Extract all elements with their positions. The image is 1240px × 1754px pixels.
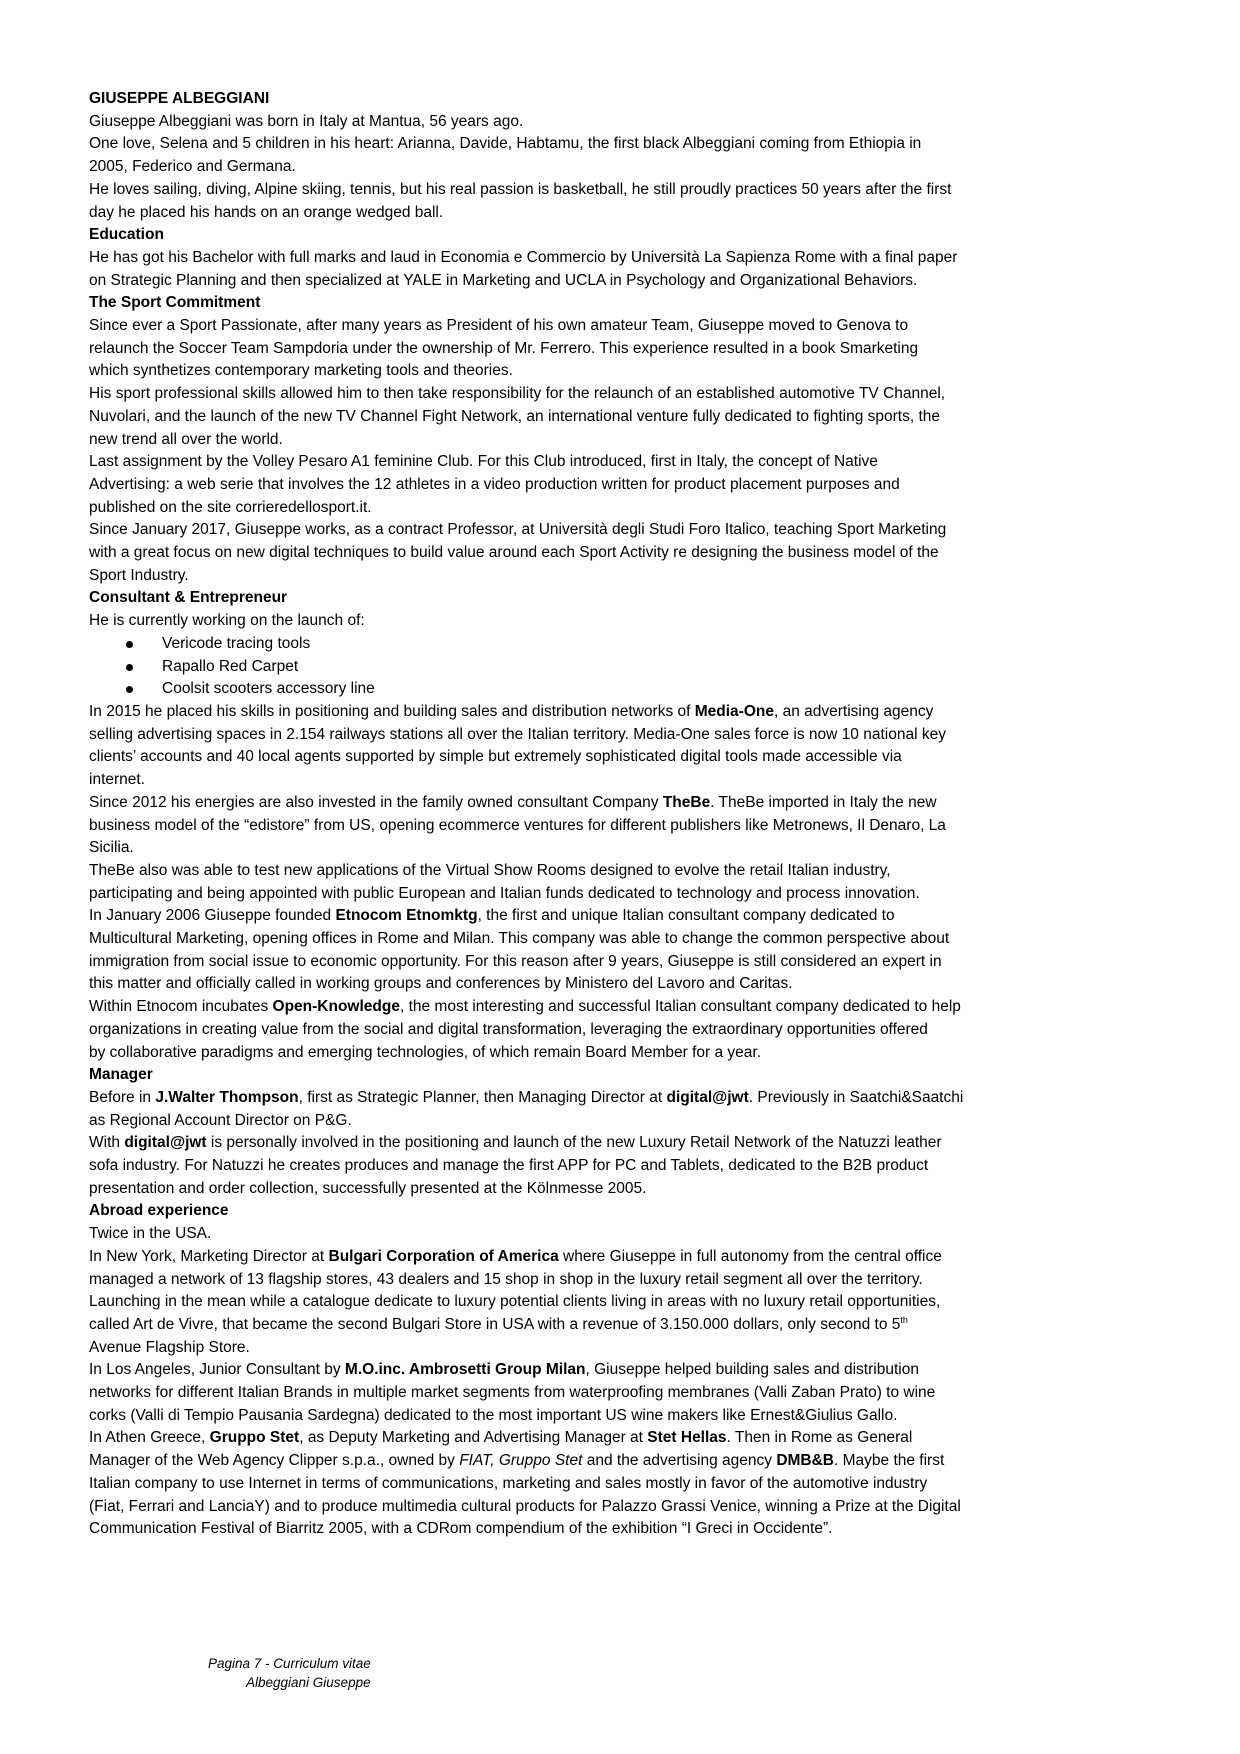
- text-segment: . Previously in Saatchi&Saatchi: [748, 1088, 964, 1106]
- text-line: [89, 1155, 1079, 1178]
- text-line: He is currently working on the launch of:: [89, 612, 365, 630]
- list-item-label: Rapallo Red Carpet: [162, 657, 299, 675]
- bold-text: Manager: [89, 1066, 153, 1084]
- text-line: He loves sailing, diving, Alpine skiing, tennis, but his real passion is basketball, he still proudly practices 50 years after the first: [89, 180, 952, 198]
- text-segment: participating and being appointed with public European and Italian funds dedicated to technology and process innovation.: [89, 884, 920, 902]
- text-line: Giuseppe Albeggiani was born in Italy at Mantua, 56 years ago.: [89, 112, 524, 130]
- text-line: [89, 973, 1079, 996]
- text-line: day he placed his hands on an orange wedged ball.: [89, 203, 444, 221]
- text-line: [89, 1427, 1079, 1450]
- section-heading: The Sport Commitment: [89, 294, 261, 312]
- text-segment: Avenue Flagship Store.: [89, 1338, 250, 1356]
- text-segment: Multicultural Marketing, opening offices in Rome and Milan. This company was able to change the common perspective about: [89, 930, 950, 948]
- text-segment: is personally involved in the positioning and launch of the new Luxury Retail Network of the Natuzzi leather: [206, 1134, 942, 1152]
- text-segment: organizations in creating value from the social and digital transformation, leveraging the extraordinary opportunities offered: [89, 1020, 928, 1038]
- text-line: He has got his Bachelor with full marks and laud in Economia e Commercio by Università La Sapienza Rome with a final paper: [89, 248, 958, 266]
- text-line: [89, 1450, 1079, 1473]
- text-line: [89, 1473, 1079, 1496]
- text-line: [89, 1337, 1079, 1360]
- text-segment: In Los Angeles, Junior Consultant by: [89, 1361, 345, 1379]
- text-line: [89, 883, 1079, 906]
- section-heading: GIUSEPPE ALBEGGIANI: [89, 90, 270, 107]
- text-line: new trend all over the world.: [89, 430, 283, 448]
- text-line: [89, 1291, 1079, 1314]
- list-item-label: Vericode tracing tools: [162, 634, 311, 652]
- text-line: Since ever a Sport Passionate, after many years as President of his own amateur Team, Giuseppe moved to Genova to: [89, 317, 909, 335]
- bold-text: Etnocom Etnomktg: [335, 907, 478, 925]
- list-item: [89, 656, 1079, 679]
- text-line: Since January 2017, Giuseppe works, as a contract Professor, at Università degli Studi Foro Italico, teaching Sport Marketing: [89, 521, 947, 539]
- text-segment: selling advertising spaces in 2.154 railways stations all over the Italian territory. Media-One sales force is now 10 national key: [89, 725, 946, 743]
- bold-text: Stet Hellas: [647, 1429, 727, 1447]
- cv-page-body: [89, 88, 1079, 1541]
- text-line: on Strategic Planning and then specialized at YALE in Marketing and UCLA in Psychology and Organizational Behaviors.: [89, 271, 918, 289]
- text-segment: Italian company to use Internet in terms of communications, marketing and sales mostly in favor of the automotive industry: [89, 1474, 928, 1492]
- bullet-icon: [126, 664, 133, 671]
- text-segment: In January 2006 Giuseppe founded: [89, 907, 336, 925]
- text-line: [89, 1223, 1079, 1246]
- section-heading: Education: [89, 226, 164, 244]
- text-segment: With: [89, 1134, 125, 1152]
- text-line: His sport professional skills allowed him to then take responsibility for the relaunch of an established automotive TV Channel,: [89, 385, 946, 403]
- text-line: [89, 1246, 1079, 1269]
- bullet-icon: [126, 641, 133, 648]
- launch-list: [89, 633, 1079, 701]
- text-line: Sport Industry.: [89, 566, 189, 584]
- text-segment: Within Etnocom incubates: [89, 998, 273, 1016]
- text-segment: , first as Strategic Planner, then Managing Director at: [298, 1088, 667, 1106]
- text-line: with a great focus on new digital techniques to build value around each Sport Activity re designing the business model of the: [89, 544, 939, 562]
- text-line: [89, 769, 1079, 792]
- text-segment: by collaborative paradigms and emerging technologies, of which remain Board Member for a year.: [89, 1043, 762, 1061]
- text-line: [89, 1132, 1079, 1155]
- text-segment: immigration from social issue to economic opportunity. For this reason after 9 years, Giuseppe is still considered an expert in: [89, 952, 942, 970]
- bold-text: Open-Knowledge: [272, 998, 400, 1016]
- bold-text: TheBe: [662, 793, 711, 811]
- bold-text: Bulgari Corporation of America: [328, 1247, 559, 1265]
- footer-page-label: Pagina 7 - Curriculum vitae: [208, 1656, 371, 1671]
- bullet-icon: [126, 686, 133, 693]
- section-heading: Consultant & Entrepreneur: [89, 589, 288, 607]
- text-segment: Twice in the USA.: [89, 1225, 212, 1243]
- text-line: Advertising: a web serie that involves the 12 athletes in a video production written for product placement purposes and: [89, 475, 900, 493]
- text-segment: sofa industry. For Natuzzi he creates produces and manage the first APP for PC and Tablets, dedicated to the B2B product: [89, 1157, 929, 1175]
- text-segment: . Then in Rome as General: [726, 1429, 913, 1447]
- text-segment: TheBe also was able to test new applications of the Virtual Show Rooms designed to evolve the retail Italian industry,: [89, 861, 891, 879]
- list-item: [89, 633, 1079, 656]
- text-segment: corks (Valli di Tempio Pausania Sardegna) dedicated to the most important US wine makers like Ernest&Giulius Gallo.: [89, 1406, 898, 1424]
- list-item: [89, 678, 1079, 701]
- ordinal-suffix: th: [900, 1314, 908, 1325]
- text-line: [89, 1042, 1079, 1065]
- section-heading: [89, 1064, 1079, 1087]
- text-line: Nuvolari, and the launch of the new TV Channel Fight Network, an international venture fully dedicated to fighting sports, the: [89, 407, 940, 425]
- bold-text: Gruppo Stet: [209, 1429, 300, 1447]
- text-segment: In 2015 he placed his skills in positioning and building sales and distribution networks of: [89, 702, 695, 720]
- text-segment: Before in: [89, 1088, 156, 1106]
- text-segment: Manager of the Web Agency Clipper s.p.a., owned by FIAT, Gruppo Stet and the advertising agency: [89, 1452, 777, 1470]
- text-segment: , as Deputy Marketing and Advertising Manager at: [299, 1429, 648, 1447]
- text-segment: where Giuseppe in full autonomy from the central office: [558, 1247, 942, 1265]
- bold-text: DMB&B: [776, 1452, 834, 1470]
- text-line: [89, 905, 1079, 928]
- text-segment: Launching in the mean while a catalogue dedicate to luxury potential clients living in areas with no luxury retail opportunities,: [89, 1293, 941, 1311]
- text-segment: presentation and order collection, successfully presented at the Kölnmesse 2005.: [89, 1179, 647, 1197]
- text-segment: (Fiat, Ferrari and LanciaY) and to produce multimedia cultural products for Palazzo Grassi Venice, winning a Prize at the Digital: [89, 1497, 961, 1515]
- text-segment: In Athen Greece,: [89, 1429, 210, 1447]
- text-segment: called Art de Vivre, that became the second Bulgari Store in USA with a revenue of 3.150.000 dollars, only second to 5: [89, 1315, 901, 1333]
- bold-text: digital@jwt: [124, 1134, 207, 1152]
- text-line: [89, 1518, 1079, 1541]
- section-heading: [89, 1200, 1079, 1223]
- text-line: 2005, Federico and Germana.: [89, 158, 296, 176]
- page-footer: [208, 1654, 371, 1692]
- text-line: [89, 928, 1079, 951]
- bold-text: Media-One: [694, 702, 774, 720]
- text-segment: , the first and unique Italian consultant company dedicated to: [477, 907, 895, 925]
- text-line: [89, 1359, 1079, 1382]
- text-line: [89, 724, 1079, 747]
- text-line: [89, 1019, 1079, 1042]
- text-segment: . Maybe the first: [834, 1452, 945, 1470]
- text-line: [89, 1405, 1079, 1428]
- text-segment: , the most interesting and successful Italian consultant company dedicated to help: [399, 998, 961, 1016]
- text-segment: In New York, Marketing Director at: [89, 1247, 329, 1265]
- text-line: [89, 1382, 1079, 1405]
- text-segment: managed a network of 13 flagship stores, 43 dealers and 15 shop in shop in the luxury retail segment all over the territory.: [89, 1270, 923, 1288]
- text-line: [89, 746, 1079, 769]
- text-line: [89, 1178, 1079, 1201]
- text-line: [89, 837, 1079, 860]
- bold-text: digital@jwt: [666, 1088, 749, 1106]
- text-segment: Since 2012 his energies are also invested in the family owned consultant Company: [89, 793, 663, 811]
- text-line: relaunch the Soccer Team Sampdoria under the ownership of Mr. Ferrero. This experience resulted in a book Smarketing: [89, 339, 919, 357]
- text-segment: internet.: [89, 771, 146, 789]
- text-segment: networks for different Italian Brands in multiple market segments from waterproofing membranes (Valli Zaban Prato) to wine: [89, 1384, 936, 1402]
- text-line: [89, 1496, 1079, 1519]
- text-segment: . TheBe imported in Italy the new: [710, 793, 937, 811]
- text-line: [89, 792, 1079, 815]
- text-line: [89, 1269, 1079, 1292]
- text-segment: Sicilia.: [89, 839, 134, 857]
- text-line: [89, 1314, 1079, 1337]
- bold-text: Abroad experience: [89, 1202, 229, 1220]
- bold-text: J.Walter Thompson: [155, 1088, 299, 1106]
- text-line: [89, 1087, 1079, 1110]
- text-line: which synthetizes contemporary marketing tools and theories.: [89, 362, 513, 380]
- text-segment: clients’ accounts and 40 local agents supported by simple but extremely sophisticated digital tools made accessible via: [89, 748, 902, 766]
- text-segment: as Regional Account Director on P&G.: [89, 1111, 352, 1129]
- intro-block: [89, 88, 1079, 633]
- text-line: [89, 996, 1079, 1019]
- list-item-label: Coolsit scooters accessory line: [162, 680, 375, 698]
- text-segment: this matter and officially called in working groups and conferences by Ministero del Lavoro and Caritas.: [89, 975, 793, 993]
- text-segment: , an advertising agency: [773, 702, 934, 720]
- text-line: published on the site corrieredellosport.it.: [89, 498, 372, 516]
- text-line: [89, 951, 1079, 974]
- text-line: [89, 1110, 1079, 1133]
- text-segment: Communication Festival of Biarritz 2005, with a CDRom compendium of the exhibition “I Greci in Occidente”.: [89, 1520, 833, 1538]
- text-line: One love, Selena and 5 children in his heart: Arianna, Davide, Habtamu, the first black Albeggiani coming from Ethiopia in: [89, 135, 922, 153]
- text-line: Last assignment by the Volley Pesaro A1 feminine Club. For this Club introduced, first in Italy, the concept of Native: [89, 453, 878, 471]
- text-segment: , Giuseppe helped building sales and distribution: [585, 1361, 919, 1379]
- text-line: [89, 701, 1079, 724]
- text-line: [89, 860, 1079, 883]
- bold-text: M.O.inc. Ambrosetti Group Milan: [344, 1361, 586, 1379]
- text-segment: business model of the “edistore” from US, opening ecommerce ventures for different publishers like Metronews, Il Denaro, La: [89, 816, 946, 834]
- career-block: [89, 701, 1079, 1541]
- footer-author: Albeggiani Giuseppe: [246, 1675, 371, 1690]
- text-line: [89, 815, 1079, 838]
